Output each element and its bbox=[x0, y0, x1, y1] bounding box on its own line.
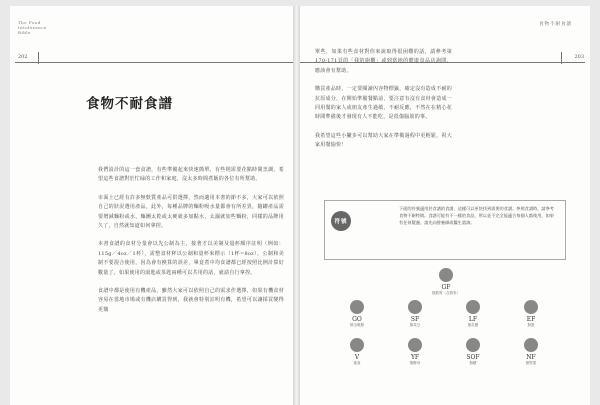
book-title bbox=[18, 20, 58, 35]
icon-code: NF bbox=[526, 354, 536, 361]
icon-desc: 無蛋 bbox=[527, 323, 535, 327]
icon-desc: 無黃豆 bbox=[409, 323, 421, 327]
left-page bbox=[10, 6, 293, 405]
soy-free-icon bbox=[408, 300, 422, 314]
paragraph: 我希望這些小撇步可以幫助大家在準備過程中更輕鬆，祝大家用餐愉快！ bbox=[315, 132, 452, 149]
icon-cell-ef bbox=[504, 300, 558, 328]
dietary-icon-legend bbox=[330, 268, 562, 378]
right-body-text bbox=[315, 48, 452, 160]
book-gutter bbox=[293, 6, 300, 405]
symbol-note-box bbox=[324, 200, 566, 260]
paragraph: 我們設計的這一套食譜，有些準備起來快速簡單，有些則需要花點時間烹調，希望這些食譜對於忙碌的工作和家庭，沒太多時間煮飯的各位有所幫助。 bbox=[98, 167, 284, 183]
page-number-left: 202 bbox=[18, 54, 28, 60]
egg-free-icon bbox=[524, 300, 538, 314]
icon-cell-sf bbox=[388, 300, 442, 328]
left-body-text bbox=[98, 166, 284, 324]
symbol-note-text: 下面的符號適用於食譜的食譜，這樣可以更快找到需要的食譜。參照食譜時，請參考食物不耐特徵。食譜可能有不一樣的食品，所以並不完全能適合每個人都使用，如果有任何疑慮，請先向營養師或醫生諮詢。 bbox=[399, 206, 554, 225]
lactose-free-icon bbox=[466, 300, 480, 314]
yeast-free-icon bbox=[408, 338, 422, 352]
icon-code: LF bbox=[468, 316, 478, 323]
icon-desc: 無酵母 bbox=[409, 361, 421, 365]
book-title-line: Bible bbox=[18, 30, 31, 35]
icon-code: GF bbox=[441, 284, 451, 291]
icon-cell-go bbox=[330, 300, 384, 328]
icon-code: V bbox=[354, 354, 360, 361]
icon-cell-v bbox=[330, 338, 384, 366]
header-rule bbox=[15, 62, 293, 63]
icon-code: YF bbox=[410, 354, 420, 361]
icon-desc: 無全穀類 bbox=[350, 323, 364, 327]
vegetarian-icon bbox=[350, 338, 364, 352]
sugar-free-icon bbox=[466, 338, 480, 352]
right-page bbox=[300, 6, 590, 405]
section-label: 食物不耐食譜 bbox=[539, 22, 572, 27]
paragraph: 單些，如果有些食材對你來說取得很困難的話，請參考第170-171頁的「我的廚櫃」或到當地的健康食品店詢問，應該會有幫助。 bbox=[315, 49, 452, 74]
grain-free-icon bbox=[350, 300, 364, 314]
nut-free-icon bbox=[524, 338, 538, 352]
icon-cell-gf bbox=[419, 268, 473, 296]
icon-cell-lf bbox=[446, 300, 500, 328]
gluten-free-icon bbox=[439, 268, 453, 282]
paragraph: 市面上已經有許多無麩質產品可供選擇，然而適用本書的節不多，大家可以依照自己的狀況選用產品，此外，每種品牌的麵粉吸水量都會有所差異，隨罐產品需要增減麵粉或水，麵團太乾或太硬就多加點水，太濕就加些麵粉，同樣的品牌用久了，自然就知道如何拿捏。 bbox=[98, 194, 284, 230]
chapter-title: 食物不耐食譜 bbox=[86, 96, 173, 112]
icon-cell-nf bbox=[504, 338, 558, 366]
paragraph: 食譜中都是使用有機產品，雖然大家可以依照自己的需求作選擇，如果有機食材容易在當地市場或有機店購買得到，我就會特別註明有機，希望可以讓採買變得更簡 bbox=[98, 288, 284, 313]
icon-desc: 無乳糖 bbox=[467, 323, 479, 327]
page-number-right: 203 bbox=[574, 54, 584, 60]
icon-code: EF bbox=[526, 316, 536, 323]
icon-desc: 無糖 bbox=[469, 361, 477, 365]
symbol-badge: 符號 bbox=[331, 211, 351, 231]
icon-desc: 無麩質（含燕麥） bbox=[432, 291, 460, 295]
paragraph: 本書食譜的食材分量會以先公制為主，接著才以美制及量杯順序註明（例如：115g／4oz／1杯），需整食材秤以公制和量杯來標示（1杯=8oz），公制和美制不要混合使用，因為會有換算的誤差，畢竟煮中均食譜都已經按照比例計算好數量了，如果使用的湯匙或茶匙兩種可以共用的話，就請自行拿捏。 bbox=[98, 241, 284, 276]
icon-code: GO bbox=[352, 316, 362, 323]
icon-desc: 無堅果 bbox=[525, 361, 537, 365]
book-title-line: Intolerance bbox=[18, 25, 47, 30]
icon-cell-yf bbox=[388, 338, 442, 366]
icon-code: SOF bbox=[466, 354, 480, 361]
icon-desc: 素食 bbox=[353, 361, 361, 365]
icon-code: SF bbox=[410, 316, 420, 323]
paragraph: 購買產品時，一定要閱讀內容物標籤，確定沒有造成不耐的抗原成分，在開始準備餐點前，要注意有沒有食材會造成一同用餐的家人或朋友產生過敏、不耐反應，不然在在精心花時間準備後才發現有人不能吃，是很傷腦筋的事。 bbox=[315, 86, 452, 121]
icon-cell-sof bbox=[446, 338, 500, 366]
book-title-line: The Food bbox=[18, 20, 41, 25]
